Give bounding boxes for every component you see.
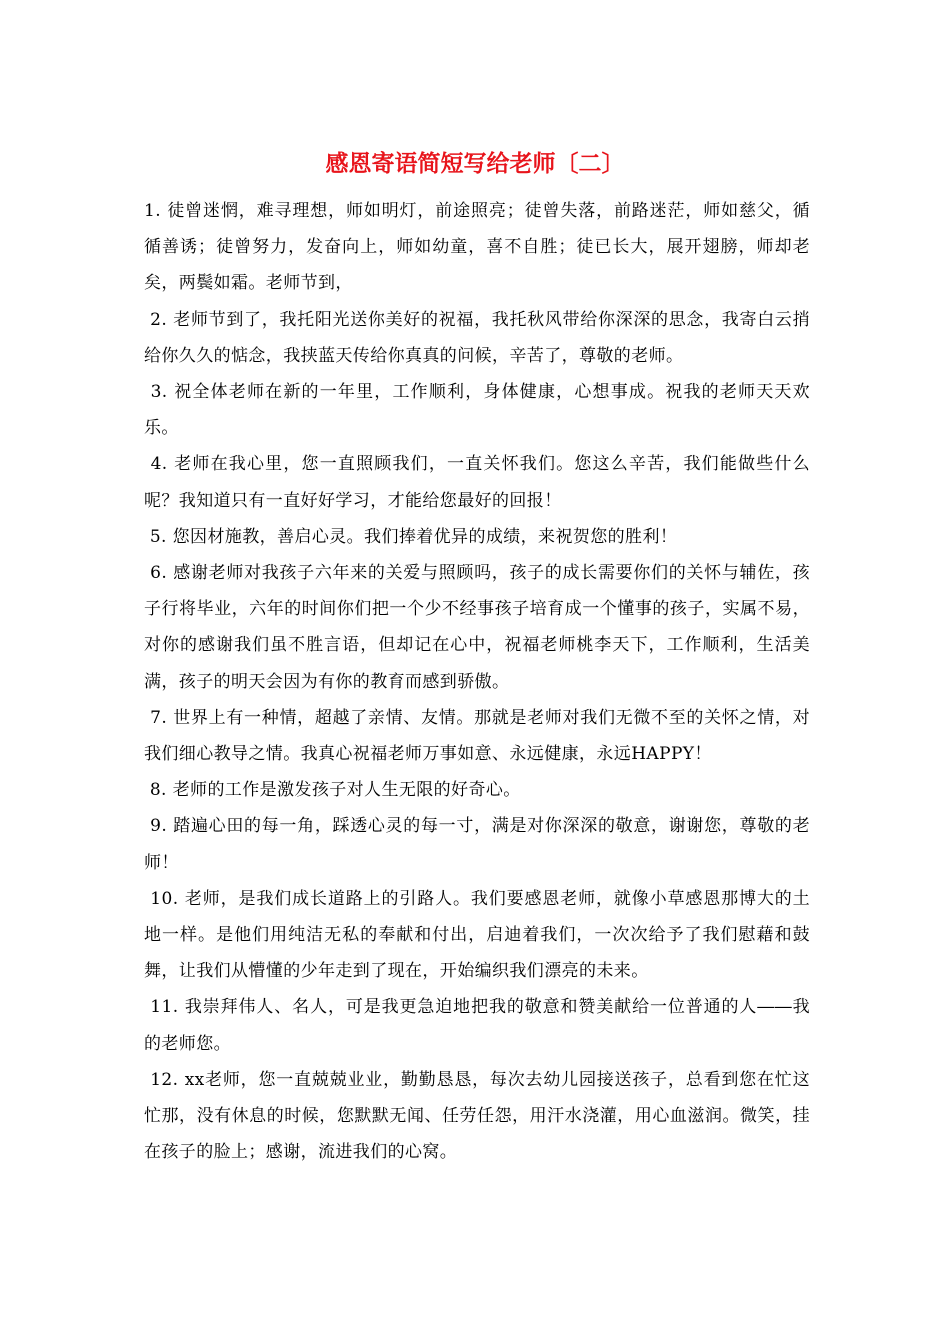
- item-text: 您因材施教，善启心灵。我们捧着优异的成绩，来祝贺您的胜利！: [172, 526, 678, 547]
- item-text: 老师，是我们成长道路上的引路人。我们要感恩老师，就像小草感恩那博大的土地一样。是他们用纯洁无私的奉献和付出，启迪着我们，一次次给予了我们慰藉和鼓舞，让我们从懵懂的少年走到了现在，开始编织我们漂亮的未来。: [144, 888, 810, 982]
- item-text: 世界上有一种情，超越了亲情、友情。那就是老师对我们无微不至的关怀之情，对我们细心教导之情。我真心祝福老师万事如意、永远健康，永远HAPPY！: [144, 707, 810, 765]
- list-item: [144, 1062, 810, 1171]
- item-number: 1.: [144, 201, 162, 221]
- item-text: xx老师，您一直兢兢业业，勤勤恳恳，每次去幼儿园接送孩子，总看到您在忙这忙那，没有休息的时候，您默默无闻、任劳任怨，用汗水浇灌，用心血滋润。微笑，挂在孩子的脸上；感谢，流进我们的心窝。: [144, 1069, 810, 1163]
- item-text: 老师节到了，我托阳光送你美好的祝福，我托秋风带给你深深的思念，我寄白云捎给你久久的惦念，我挟蓝天传给你真真的问候，辛苦了，尊敬的老师。: [144, 309, 810, 366]
- document-body: [144, 193, 810, 1170]
- list-item: [144, 193, 810, 302]
- item-number: 12.: [150, 1069, 179, 1090]
- item-number: 2.: [150, 309, 168, 330]
- item-number: 3.: [150, 382, 168, 403]
- document-title: 感恩寄语简短写给老师〔二〕: [325, 150, 625, 177]
- item-text: 踏遍心田的每一角，踩透心灵的每一寸，满是对你深深的敬意，谢谢您，尊敬的老师！: [144, 816, 810, 873]
- item-text: 我崇拜伟人、名人，可是我更急迫地把我的敬意和赞美献给一位普通的人――我的老师您。: [144, 997, 810, 1054]
- item-number: 8.: [149, 780, 167, 801]
- list-item: [144, 808, 810, 880]
- item-number: 11.: [150, 997, 179, 1018]
- item-number: 7.: [150, 707, 168, 728]
- item-number: 4.: [150, 454, 168, 475]
- item-text: 老师在我心里，您一直照顾我们，一直关怀我们。您这么辛苦，我们能做些什么呢？我知道只有一直好好学习，才能给您最好的回报！: [144, 454, 810, 511]
- list-item: [144, 374, 810, 446]
- list-item: [144, 446, 810, 518]
- item-text: 祝全体老师在新的一年里，工作顺利，身体健康，心想事成。祝我的老师天天欢乐。: [144, 382, 810, 439]
- item-number: 5.: [149, 526, 167, 547]
- item-number: 9.: [150, 816, 168, 837]
- list-item: [144, 302, 810, 374]
- list-item: [144, 772, 810, 808]
- item-text: 老师的工作是激发孩子对人生无限的好奇心。: [172, 780, 521, 801]
- item-number: 6.: [150, 563, 168, 584]
- list-item: [144, 700, 810, 772]
- item-text: 感谢老师对我孩子六年来的关爱与照顾吗，孩子的成长需要你们的关怀与辅佐，孩子行将毕业，六年的时间你们把一个少不经事孩子培育成一个懂事的孩子，实属不易，对你的感谢我们虽不胜言语，但却记在心中，祝福老师桃李天下，工作顺利，生活美满，孩子的明天会因为有你的教育而感到骄傲。: [144, 563, 810, 692]
- item-text: 徒曾迷惘，难寻理想，师如明灯，前途照亮；徒曾失落，前路迷茫，师如慈父，循循善诱；徒曾努力，发奋向上，师如幼童，喜不自胜；徒已长大，展开翅膀，师却老矣，两鬓如霜。老师节到，: [144, 201, 810, 294]
- list-item: [144, 989, 810, 1061]
- list-item: [144, 519, 810, 555]
- list-item: [144, 555, 810, 700]
- item-number: 10.: [150, 888, 179, 909]
- list-item: [144, 881, 810, 990]
